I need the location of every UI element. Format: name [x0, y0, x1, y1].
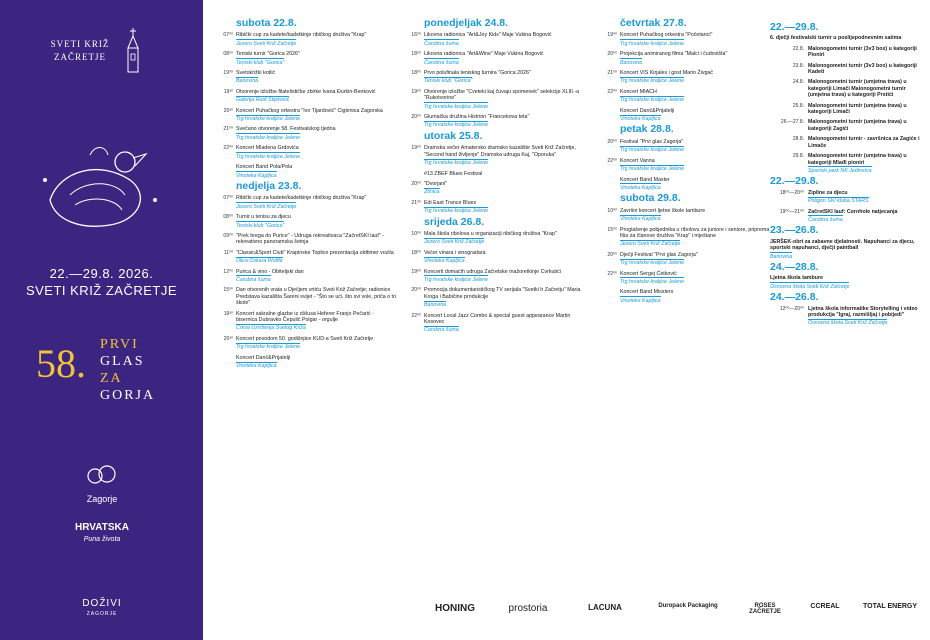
- event-text: Malonogometni turnir (umjetna trava) u kategoriji Limači Malonogometni turnir (umjetna trava) u kategoriji Prstići: [808, 79, 907, 99]
- event-location: Čarobna šuma: [808, 216, 843, 223]
- event-row: [600, 177, 770, 192]
- event-text: #13 ZBEF Blues Festival: [424, 170, 483, 177]
- event-row: [600, 208, 770, 223]
- event-location: Trg hrvatske kraljice Jelene: [620, 78, 685, 85]
- event-text: "Dvorjani": [424, 180, 448, 187]
- event-date: 19⁰⁰—21⁰⁰: [779, 208, 804, 215]
- event-row: [770, 63, 920, 76]
- event-row: [770, 306, 920, 327]
- event-date: 29.8.: [792, 153, 804, 160]
- event-row: [216, 32, 396, 47]
- day-block: [600, 192, 770, 304]
- place-text: SVETI KRIŽ ZAČRETJE: [25, 283, 178, 298]
- event-text: Koncert MIACH: [620, 88, 657, 95]
- event-text: Koncert Band Pola/Pola: [236, 164, 293, 171]
- event-location: Osnovna škola Sveti Križ Začretje: [808, 320, 888, 327]
- event-date: 26.—27.8.: [780, 119, 804, 126]
- title-line2: GLAS: [100, 354, 145, 369]
- event-location: Banovina: [770, 253, 793, 260]
- event-text: Malonogometni turnir (3v3 box) u kategoriji Kadeti: [808, 62, 917, 76]
- day-title: utorak 25.8.: [424, 129, 483, 142]
- title-line3: ZA: [100, 371, 123, 386]
- event-date: 24.8.: [792, 79, 804, 86]
- event-text: Koncert Mladena Grdovića: [236, 145, 299, 152]
- event-location: Teniski klub "Gorica": [236, 222, 285, 229]
- event-location: Banovina: [620, 59, 643, 66]
- event-location: Trg hrvatske kraljice Jelene: [620, 278, 685, 285]
- event-row: [216, 287, 396, 306]
- event-row: [770, 35, 920, 41]
- event-row: [404, 145, 588, 166]
- event-date: 22.8.: [792, 45, 804, 52]
- event-location: Crkva Uzvišenja Svetog Križa: [236, 325, 306, 332]
- event-location: Banovina: [424, 302, 447, 309]
- event-location: Trg hrvatske kraljice Jelene: [236, 116, 301, 123]
- event-location: Vinoteka Kapljica: [620, 116, 661, 123]
- event-location: Teniski klub "Gorica": [424, 78, 473, 85]
- day-title: subota 29.8.: [620, 192, 681, 205]
- event-row: [404, 114, 588, 129]
- event-row: [404, 32, 588, 47]
- event-location: Trg hrvatske kraljice Jelene: [236, 344, 301, 351]
- event-location: Jezero Sveti Križ Začretje: [236, 203, 297, 210]
- event-location: Žitnica: [424, 189, 440, 196]
- event-location: Jezero Sveti Križ Začretje: [424, 239, 485, 246]
- event-date: 28.8.: [792, 136, 804, 143]
- event-text: Koncert sakralne glazbe iz ciklusa Heferer Franjo Pečarić - bisernica Dubravko Čepulić Polgar - orgulje: [236, 310, 374, 323]
- event-time: 20⁰⁰: [607, 51, 617, 58]
- event-date: 18⁰⁰—20⁰⁰: [779, 189, 804, 196]
- day-block: [404, 129, 588, 215]
- event-row: [216, 214, 396, 229]
- event-time: 20⁰⁰: [411, 180, 421, 187]
- event-row: [770, 275, 920, 290]
- date-range-title: 24.—26.8.: [770, 291, 819, 304]
- event-text: Likovna radionica "Art&Joy Kids" Maje Vukina Bogović: [424, 32, 552, 39]
- event-row: [216, 195, 396, 210]
- event-time: 19⁰⁰: [411, 88, 421, 95]
- event-time: 18⁰⁰: [411, 51, 421, 58]
- event-text: Malonogometni turnir (umjetna trava) u kategoriji Mlađi pioniri: [808, 153, 907, 166]
- day-title: petak 28.8.: [620, 123, 674, 136]
- event-row: [216, 145, 396, 160]
- event-time: 22⁰⁰: [607, 157, 617, 164]
- event-text: Večer vinara i vinogradara: [424, 249, 486, 256]
- partner-hrvatska: HRVATSKA: [75, 522, 129, 533]
- dates-text: 22.—29.8. 2026.: [49, 266, 154, 281]
- event-location: Teniski klub "Gorica": [236, 59, 285, 66]
- event-row: [216, 336, 396, 351]
- event-text: Dječji Festival "Prvi glas Zagorja": [620, 251, 698, 258]
- event-time: 20⁰⁰: [411, 287, 421, 294]
- event-row: [404, 89, 588, 110]
- event-row: [216, 70, 396, 85]
- event-time: 21⁰⁰: [411, 199, 421, 206]
- event-time: 22⁰⁰: [223, 145, 233, 152]
- event-time: 19³⁰: [223, 310, 233, 317]
- day-title: srijeda 26.8.: [424, 215, 485, 228]
- event-text: Edi East Trance Blues: [424, 199, 477, 206]
- event-location: Trg hrvatske kraljice Jelene: [424, 122, 489, 129]
- event-date: 23.8.: [792, 62, 804, 69]
- event-date: 12⁰⁰—20⁰⁰: [779, 305, 804, 312]
- event-text: Dramska večer Amatersko dramsko kazalište Sveti Križ Začretje, "Second hand življenje" Dramska udruga Kaj, "Oporuka": [424, 145, 576, 158]
- event-text: Svečano otvorenje 58. Festivalskog tjedna: [236, 126, 336, 133]
- day-block: [404, 215, 588, 334]
- event-time: 22⁰⁰: [607, 88, 617, 95]
- event-location: Trg hrvatske kraljice Jelene: [620, 97, 685, 104]
- sidebar: [0, 0, 203, 640]
- event-text: 6. dječji festivalski turnir u poslijepodnevnim satima: [770, 35, 902, 42]
- event-row: [770, 239, 920, 260]
- event-text: Prvo polufinala teniskog turnira "Gorica 2026": [424, 70, 531, 77]
- schedule-column-2: [404, 17, 588, 338]
- event-row: [600, 289, 770, 304]
- event-location: Vinoteka Kapljica: [424, 258, 465, 265]
- event-time: 19⁰⁰: [607, 32, 617, 39]
- event-location: Poligon SKI kluba STARS: [808, 198, 869, 205]
- event-location: Trg hrvatske kraljice Jelene: [620, 147, 685, 154]
- event-text: Koncert Sergej Ćetković: [620, 270, 677, 277]
- event-row: [404, 200, 588, 215]
- event-text: Koncert Puhačkog orkestra "Početanci": [620, 32, 713, 39]
- event-location: Trg hrvatske kraljice Jelene: [620, 166, 685, 173]
- event-text: Otvorenje izložbe "Cveteki kaj čuvaju spomenek" selekcije XLIII.-a "Rukotvorine": [424, 88, 580, 102]
- event-text: Purica & vino - Obiteljski dan: [236, 268, 304, 275]
- day-block: [404, 17, 588, 129]
- event-text: Koncert Danč&Prijatelji: [236, 354, 291, 361]
- event-location: Trg hrvatske kraljice Jelene: [424, 103, 489, 110]
- date-range-title: 24.—28.8.: [770, 260, 819, 273]
- event-time: 10⁰⁰: [607, 207, 617, 214]
- sponsor-logo: HONING: [435, 603, 475, 614]
- event-location: Čarobna šuma: [424, 327, 459, 334]
- event-row: [404, 51, 588, 66]
- event-time: 16⁰⁰: [411, 32, 421, 39]
- event-time: 19³⁰: [223, 88, 233, 95]
- day-block: [216, 179, 396, 370]
- event-location: Vinoteka Kapljica: [236, 172, 277, 179]
- event-row: [600, 32, 770, 47]
- event-text: Malonogometni turnir (umjetna trava) u kategoriji Zagići: [808, 119, 907, 132]
- event-row: [216, 126, 396, 141]
- day-title: ponedjeljak 24.8.: [424, 17, 509, 29]
- event-text: Koncert VIS Kirjales i gost Mario Živgač: [620, 70, 714, 77]
- town-name: [30, 38, 130, 64]
- event-text: Glumačka družina Histrion "Francekova teta": [424, 114, 530, 121]
- event-row: [216, 164, 396, 179]
- day-block: [600, 17, 770, 123]
- event-time: 20⁰⁰: [607, 138, 617, 145]
- event-row: [600, 89, 770, 104]
- event-location: Trg hrvatske kraljice Jelene: [236, 153, 301, 160]
- event-row: [600, 158, 770, 173]
- event-row: [216, 355, 396, 370]
- event-time: 12⁰⁰: [223, 268, 233, 275]
- event-location: Osnovna škola Sveti Križ Začretje: [770, 283, 850, 290]
- event-time: 09⁰⁰: [223, 232, 233, 239]
- event-time: 18⁰⁰: [411, 249, 421, 256]
- event-location: Galerija Rudi Stipković: [236, 97, 290, 104]
- date-range-title: 23.—26.8.: [770, 224, 819, 237]
- event-text: Koncert povodom 50. godišnjice KUD-a Sveti Križ Začretje: [236, 335, 374, 342]
- event-text: Dan otvorenih vrata u Dječjem vrtiću Sveti Križ Začretje; radionice Predstava kazališta Šareni svijet - "Što se ući, što svi vole, priča o tri škole": [236, 287, 396, 307]
- event-row: [770, 209, 920, 224]
- event-location: Čarobna šuma: [424, 40, 459, 47]
- event-text: Festival "Prvi glas Zagorja": [620, 138, 684, 145]
- event-row: [600, 108, 770, 123]
- title-line4: GORJA: [100, 388, 156, 403]
- event-row: [600, 139, 770, 154]
- event-location: Jezero Sveti Križ Začretje: [620, 241, 681, 248]
- event-row: [770, 136, 920, 149]
- event-row: [600, 227, 770, 248]
- festival-dates: [0, 265, 203, 299]
- day-title: četvrtak 27.8.: [620, 17, 687, 29]
- event-row: [404, 231, 588, 246]
- event-text: JERŠEK-obrt za zabavne djelatnosti. Napuhanci za djecu, sportski napuhanci, dječji paintball: [770, 238, 915, 252]
- event-location: Banovina: [236, 78, 259, 85]
- event-text: Ljetna škola informatike Storytelling i video produkcija "Igraj, razmišljaj i pobijedi": [808, 305, 918, 318]
- event-row: [404, 269, 588, 284]
- event-text: Koncert Puhačkog orkestra "Ivo Tijardović" Ciglenica Zagorska: [236, 107, 383, 114]
- event-text: Ribički cup za kadete/kadetkinje ribičkog društva "Krap": [236, 195, 367, 202]
- event-row: [216, 269, 396, 284]
- event-row: [770, 103, 920, 116]
- event-text: Koncert Danč&Prijatelji: [620, 107, 675, 114]
- event-row: [216, 311, 396, 332]
- event-time: 20⁰⁰: [411, 114, 421, 121]
- event-row: [770, 119, 920, 132]
- town-line1: SVETI KRIŽ: [50, 39, 110, 49]
- event-text: "Prek brega do Purice" - Udruga rekreativaca "ZačretSKI lauf" - rekreativno panoramska šetnja: [236, 232, 384, 246]
- event-time: 19⁰⁰: [411, 268, 421, 275]
- event-time: 19⁰⁰: [411, 145, 421, 152]
- sponsor-logo: CCREAL: [810, 603, 840, 610]
- zagorje-logo-icon: [85, 462, 119, 490]
- title-line1: PRVI: [100, 337, 139, 352]
- event-text: Koncert Vanna: [620, 157, 655, 164]
- event-time: 22⁰⁰: [411, 312, 421, 319]
- event-row: [600, 252, 770, 267]
- partner-dozivi: DOŽIVI: [82, 598, 122, 609]
- event-row: [216, 108, 396, 123]
- event-text: Turnir u tenisu za djecu: [236, 214, 291, 221]
- festival-title: [100, 336, 155, 404]
- schedule-column-4: [770, 20, 920, 331]
- festival-bird-icon: [30, 140, 170, 240]
- event-text: Mala škola ribolova u organizaciji ribičkog društva "Krap": [424, 230, 557, 237]
- event-row: [404, 250, 588, 265]
- event-time: 21⁰⁰: [223, 126, 233, 133]
- event-location: Ulica Oskara Wolfla: [236, 258, 283, 265]
- event-text: Koncerti domaćih udruga Začretske mažoretkinje Cvrkutići: [424, 268, 561, 275]
- event-location: Sportski park NK Jedinstva: [808, 167, 872, 174]
- partner-zagorje: Zagorje: [86, 494, 118, 504]
- event-location: Vinoteka Kapljica: [620, 184, 661, 191]
- sponsor-logo: LACUNA: [588, 603, 622, 612]
- event-location: Vinoteka Kapljica: [620, 216, 661, 223]
- event-row: [600, 51, 770, 66]
- partner-hrvatska-sub: Puna života: [83, 536, 121, 543]
- sponsor-logo: Duropack Packaging: [658, 603, 718, 609]
- event-time: 20⁰⁰: [607, 251, 617, 258]
- event-time: 11⁰⁰: [223, 249, 233, 256]
- event-location: Trg hrvatske kraljice Jelene: [236, 134, 301, 141]
- event-location: Trg hrvatske kraljice Jelene: [424, 276, 489, 283]
- event-text: Proglašenje pobjednika u ribolovu za juniore i seniore, priprema fiša za članove društva "Krap" i mještane: [620, 226, 770, 239]
- event-time: 19⁰⁰: [223, 70, 233, 77]
- event-row: [404, 287, 588, 308]
- event-row: [770, 190, 920, 205]
- edition-number: 58.: [36, 341, 86, 386]
- event-row: [770, 79, 920, 98]
- event-row: [770, 153, 920, 174]
- event-row: [404, 313, 588, 334]
- event-time: 21⁰⁰: [607, 70, 617, 77]
- event-time: 20³⁰: [223, 335, 233, 342]
- event-row: [404, 181, 588, 196]
- event-location: Čarobna šuma: [424, 59, 459, 66]
- event-time: 07⁰⁰: [223, 195, 233, 202]
- event-time: 18⁰⁰: [411, 70, 421, 77]
- event-text: Likovna radionica "Art&Wine" Maje Vukina Bogović: [424, 51, 544, 58]
- event-text: Malonogometni turnir (3v3 box) u kategoriji Pioniri: [808, 45, 917, 59]
- event-text: Zipline za djecu: [808, 189, 848, 196]
- event-text: Projekcija animiranog filma "Malci i čudovišta": [620, 51, 728, 58]
- event-time: 07⁰⁰: [223, 32, 233, 39]
- day-block: [600, 123, 770, 191]
- event-location: Vinoteka Kapljica: [236, 363, 277, 370]
- sponsor-logo: prostoria: [508, 603, 548, 614]
- event-location: Trg hrvatske kraljice Jelene: [620, 40, 685, 47]
- event-text: Malonogometni turnir - završnica za Zagiće i Limače: [808, 136, 920, 149]
- date-range-title: 22.—29.8.: [770, 175, 819, 188]
- day-title: subota 22.8.: [236, 17, 297, 29]
- date-range-title: 22.—29.8.: [770, 21, 819, 33]
- day-title: nedjelja 23.8.: [236, 179, 302, 192]
- event-text: Ribički cup za kadete/kadetkinje ribičkog društva "Krap": [236, 32, 367, 39]
- event-text: ZačretSKI lauf: Cornhole natjecanja: [808, 208, 898, 215]
- event-text: Teniski turnir "Gorica 2026": [236, 51, 300, 58]
- event-time: 15⁰⁰: [223, 287, 233, 294]
- event-location: Trg hrvatske kraljice Jelene: [620, 260, 685, 267]
- event-text: Koncert Band Master: [620, 176, 670, 183]
- event-row: [216, 233, 396, 246]
- event-text: Ljetna škola tambure: [770, 275, 823, 282]
- church-icon: [118, 26, 148, 76]
- event-time: 08⁰⁰: [223, 51, 233, 58]
- event-location: Čarobna šuma: [236, 276, 271, 283]
- event-row: [600, 271, 770, 286]
- event-text: Svetokrižki kotlić: [236, 70, 276, 77]
- event-time: 10⁰⁰: [411, 230, 421, 237]
- sponsor-logo: ROSES ZAČRETJE: [749, 603, 781, 615]
- event-date: 25.8.: [792, 102, 804, 109]
- sponsor-logo: TOTAL ENERGY: [862, 603, 918, 610]
- event-row: [404, 70, 588, 85]
- event-row: [216, 51, 396, 66]
- schedule-column-3: [600, 17, 770, 308]
- event-text: Završni koncert ljetne škole tambure: [620, 207, 706, 214]
- event-time: 22⁰⁰: [607, 270, 617, 277]
- schedule-column-1: [216, 17, 396, 373]
- event-row: [600, 70, 770, 85]
- event-location: Vinoteka Kapljica: [620, 297, 661, 304]
- event-time: 15⁰⁰: [607, 226, 617, 233]
- sponsors-bar: [420, 603, 930, 623]
- event-row: [404, 171, 588, 177]
- event-row: [216, 89, 396, 104]
- event-text: Otvorenje izložbe filatelističke zbirke Ivana Đurkin-Benković: [236, 88, 376, 95]
- day-block: [216, 17, 396, 179]
- town-line2: ZAČRETJE: [54, 52, 106, 62]
- event-text: Koncert Local Jazz Combo & special guest appearance Martin Kosovec: [424, 312, 571, 325]
- event-text: Malonogometni turnir (umjetna trava) u kategoriji Limači: [808, 102, 907, 116]
- partner-dozivi-sub: ZAGORJE: [86, 611, 118, 617]
- event-time: 08⁰⁰: [223, 214, 233, 221]
- event-text: "Classic&Sport Club" Krapinske Toplice prezentacija oldtimer vozila: [236, 249, 394, 256]
- event-time: 20³⁰: [223, 107, 233, 114]
- event-text: Koncert Band Missters: [620, 289, 674, 296]
- event-location: Jezero Sveti Križ Začretje: [236, 40, 297, 47]
- event-location: Trg hrvatske kraljice Jelene: [424, 208, 489, 215]
- event-row: [216, 250, 396, 265]
- event-location: Trg hrvatske kraljice Jelene: [424, 160, 489, 167]
- event-row: [770, 46, 920, 59]
- event-text: Promocija dokumentarističkog TV serijala "Svetki h Začretju" Maria Kroga i Babičine produkcije: [424, 287, 581, 300]
